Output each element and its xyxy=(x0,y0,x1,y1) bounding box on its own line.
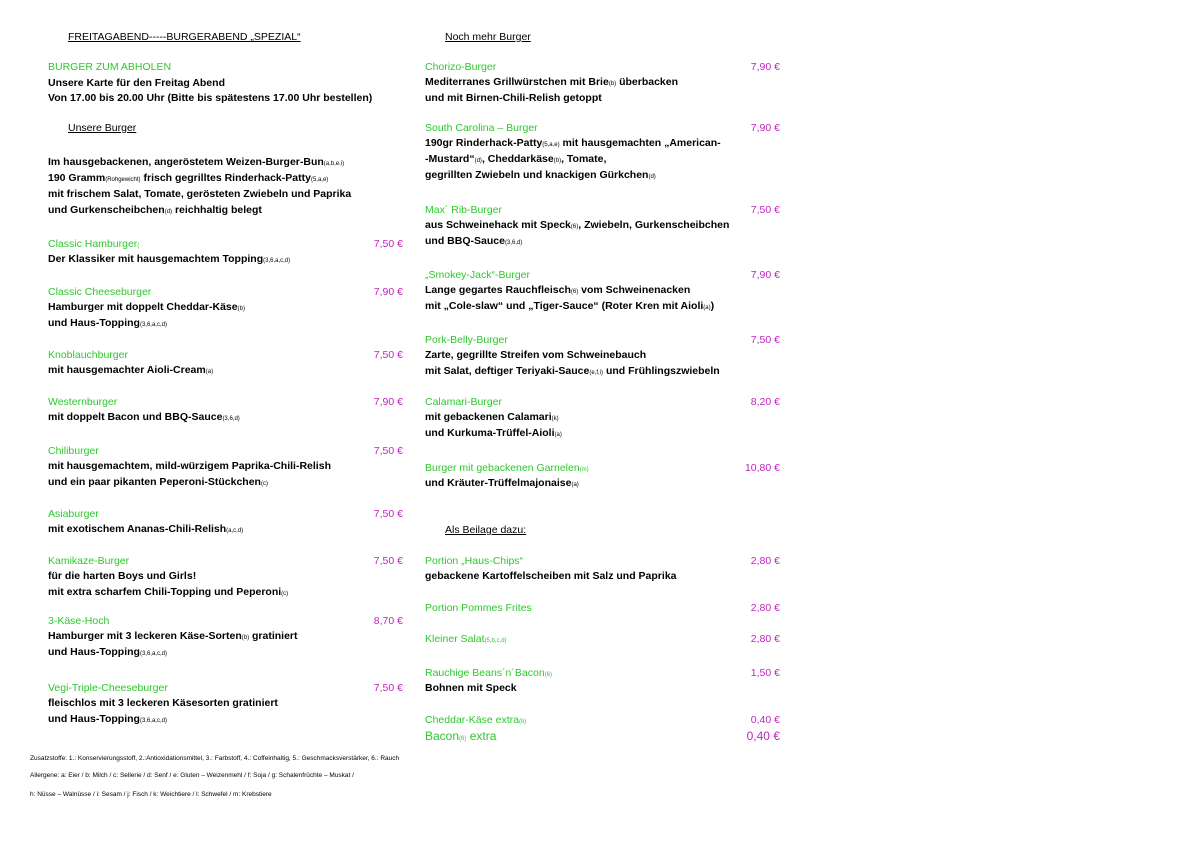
item-name-text: Westernburger xyxy=(48,396,118,408)
description-line xyxy=(425,76,678,91)
allergen-code: (b) xyxy=(608,81,617,87)
description-text: Der Klassiker mit hausgemachtem Topping xyxy=(48,253,264,265)
description-text: aus Schweinehack mit Speck xyxy=(425,219,571,231)
allergen-code: (e,f,i) xyxy=(589,370,604,376)
menu-item-name xyxy=(425,122,538,135)
description-line xyxy=(48,460,331,473)
description-text: Zarte, gegrillte Streifen vom Schweinebauch xyxy=(425,349,647,361)
menu-item-name xyxy=(48,396,117,409)
description-line xyxy=(48,156,344,171)
description-line xyxy=(48,630,298,645)
item-name-text: Chiliburger xyxy=(48,445,99,457)
description-text: , Cheddarkäse xyxy=(481,153,554,165)
description-text: vom Schweinenacken xyxy=(578,284,691,296)
footer-additives: Zusatzstoffe: 1.: Konservierungsstoff, 2.:Antioxidationsmittel, 3.: Farbstoff, 4.: Coffeinhaltig, 5.: Geschmacksverstärker, 6.: Rauch xyxy=(30,755,400,762)
description-line xyxy=(48,713,167,728)
description-text: und mit Birnen-Chili-Relish getoppt xyxy=(425,92,602,104)
description-text: mit hausgemachtem, mild-würzigem Paprika-Chili-Relish xyxy=(48,460,331,472)
description-text: reichhaltig belegt xyxy=(172,204,262,216)
menu-item-price: 2,80 € xyxy=(750,633,780,645)
description-line xyxy=(48,172,328,187)
menu-item-name xyxy=(425,462,589,477)
menu-item-name xyxy=(425,633,507,648)
allergen-code: (3,6,d) xyxy=(222,416,240,422)
description-text: , Tomate, xyxy=(561,153,607,165)
allergen-code: (b) xyxy=(237,306,245,312)
allergen-code: (c) xyxy=(260,481,268,487)
description-line xyxy=(425,570,677,583)
menu-item-name xyxy=(425,396,502,409)
intro-heading: BURGER ZUM ABHOLEN xyxy=(48,61,172,73)
item-name-text: Portion „Haus-Chips“ xyxy=(425,555,524,567)
item-name-text: Cheddar-Käse extra xyxy=(425,714,519,726)
description-line xyxy=(48,301,245,316)
description-text: , Zwiebeln, Gurkenscheibchen xyxy=(578,219,730,231)
item-name-text: Knoblauchburger xyxy=(48,349,128,361)
allergen-code: (c) xyxy=(281,591,289,597)
allergen-code: (b) xyxy=(241,635,250,641)
description-text: mit Salat, deftiger Teriyaki-Sauce xyxy=(425,365,590,377)
description-text: und BBQ-Sauce xyxy=(425,235,505,247)
item-name-text: Chorizo-Burger xyxy=(425,61,497,73)
description-line xyxy=(48,204,262,219)
description-line xyxy=(425,300,714,315)
description-line xyxy=(425,169,656,184)
description-line xyxy=(48,570,196,583)
menu-item-price: 7,90 € xyxy=(750,61,780,73)
menu-item-price: 7,90 € xyxy=(750,122,780,134)
description-line xyxy=(425,153,606,168)
description-text: gebackene Kartoffelscheiben mit Salz und Paprika xyxy=(425,570,677,582)
menu-item-price: 2,80 € xyxy=(750,602,780,614)
menu-item-name xyxy=(425,602,532,615)
allergen-code: (b) xyxy=(518,719,527,725)
description-text: und Haus-Topping xyxy=(48,646,140,658)
menu-item-name xyxy=(425,269,530,282)
intro-line-2: Von 17.00 bis 20.00 Uhr (Bitte bis spätestens 17.00 Uhr bestellen) xyxy=(48,92,373,104)
allergen-code: (a,b,e,i) xyxy=(323,161,345,167)
item-name-text: Classic Hamburger xyxy=(48,238,138,250)
allergen-code: (5,b,c,d) xyxy=(484,638,507,644)
description-text: -Mustard“ xyxy=(425,153,475,165)
description-text: Hamburger mit doppelt Cheddar-Käse xyxy=(48,301,238,313)
menu-item-price: 7,50 € xyxy=(373,445,403,457)
description-text: gegrillten Zwiebeln und knackigen Gürkchen xyxy=(425,169,649,181)
menu-item-price: 7,50 € xyxy=(750,204,780,216)
description-text: überbacken xyxy=(616,76,679,88)
description-line xyxy=(425,427,562,442)
menu-item-price: 7,50 € xyxy=(373,682,403,694)
menu-item-name xyxy=(425,204,502,217)
allergen-code: (d) xyxy=(164,209,173,215)
allergen-code: (6) xyxy=(459,736,467,742)
allergen-code: (3,6,a,c,d) xyxy=(139,322,167,328)
allergen-code: (k) xyxy=(551,416,559,422)
menu-item-name xyxy=(425,730,496,746)
description-text: und Gurkenscheibchen xyxy=(48,204,165,216)
description-line xyxy=(425,219,729,234)
item-name-text: Rauchige Beans´n´Bacon xyxy=(425,667,545,679)
description-line xyxy=(425,137,721,152)
menu-item-name xyxy=(48,349,128,362)
menu-item-price: 8,20 € xyxy=(750,396,780,408)
menu-item-name xyxy=(48,286,151,299)
menu-item-price: 10,80 € xyxy=(744,462,780,474)
footer-allergens-1: Allergene: a: Eier / b: Milch / c: Sellerie / d: Senf / e: Gluten – Weizenmehl / f: Soja / g: Schalenfrüchte – Muskat / xyxy=(30,772,354,779)
item-name-text: Calamari-Burger xyxy=(425,396,503,408)
menu-item-name xyxy=(425,555,523,568)
allergen-code: (6) xyxy=(544,672,553,678)
allergen-code: (Rohgewicht) xyxy=(105,177,141,183)
sides-title: Als Beilage dazu: xyxy=(445,524,527,536)
menu-item-price: 0,40 € xyxy=(750,714,780,726)
description-line xyxy=(48,586,288,601)
menu-item-name xyxy=(48,508,99,521)
description-text: frisch gegrilltes Rinderhack-Patty xyxy=(140,172,311,184)
description-text: mit hausgemachten „American- xyxy=(559,137,721,149)
item-name-text: Pork-Belly-Burger xyxy=(425,334,508,346)
description-text: Lange gegartes Rauchfleisch xyxy=(425,284,571,296)
item-name-text: Classic Cheeseburger xyxy=(48,286,152,298)
item-name-text: Kamikaze-Burger xyxy=(48,555,130,567)
description-text: gratiniert xyxy=(249,630,298,642)
description-line xyxy=(425,477,579,492)
description-text: und Kurkuma-Trüffel-Aioli xyxy=(425,427,555,439)
menu-item-price: 7,90 € xyxy=(373,286,403,298)
description-text: für die harten Boys und Girls! xyxy=(48,570,197,582)
item-name-text: Portion Pommes Frites xyxy=(425,602,532,614)
allergen-code: (5,a,e) xyxy=(542,142,560,148)
allergen-code: (a) xyxy=(703,305,711,311)
description-line xyxy=(48,364,213,379)
description-text: 190gr Rinderhack-Patty xyxy=(425,137,543,149)
menu-title: FREITAGABEND-----BURGERABEND „SPEZIAL“ xyxy=(68,31,301,43)
menu-item-name xyxy=(48,682,168,695)
intro-line-1: Unsere Karte für den Freitag Abend xyxy=(48,77,225,89)
description-text: mit frischem Salat, Tomate, gerösteten Zwiebeln und Paprika xyxy=(48,188,352,200)
description-text: mit exotischem Ananas-Chili-Relish xyxy=(48,523,227,535)
description-text: und Kräuter-Trüffelmajonaise xyxy=(425,477,572,489)
item-name-text: 3-Käse-Hoch xyxy=(48,615,110,627)
description-line xyxy=(48,188,351,201)
menu-item-price: 2,80 € xyxy=(750,555,780,567)
description-line xyxy=(48,317,167,332)
description-line xyxy=(425,411,559,426)
allergen-code: (d) xyxy=(648,174,656,180)
menu-item-name xyxy=(48,238,139,253)
description-line xyxy=(48,253,290,268)
footer-allergens-2: h: Nüsse – Walnüsse / i: Sesam / j: Fisch / k: Weichtiere / l: Schwefel / m: Krebstiere xyxy=(30,791,272,798)
allergen-code: (d) xyxy=(474,158,482,164)
description-text: und Haus-Topping xyxy=(48,713,140,725)
description-text: und Haus-Topping xyxy=(48,317,140,329)
description-line xyxy=(425,284,690,299)
description-line xyxy=(425,92,602,105)
item-name-text: Kleiner Salat xyxy=(425,633,485,645)
allergen-code: (b) xyxy=(553,158,562,164)
menu-item-name xyxy=(425,714,526,729)
right-column-title: Noch mehr Burger xyxy=(445,31,531,43)
description-text: mit doppelt Bacon und BBQ-Sauce xyxy=(48,411,223,423)
allergen-code: (6) xyxy=(570,224,579,230)
menu-item-name xyxy=(425,667,552,682)
menu-item-price: 1,50 € xyxy=(750,667,780,679)
menu-item-name xyxy=(425,334,508,347)
item-name-text: Burger mit gebackenen Garnelen xyxy=(425,462,580,474)
menu-item-price: 7,50 € xyxy=(373,508,403,520)
menu-item-price: 7,50 € xyxy=(750,334,780,346)
allergen-code: (m) xyxy=(579,467,589,473)
allergen-code: (6) xyxy=(570,289,579,295)
description-line xyxy=(425,682,517,695)
description-text: mit gebackenen Calamari xyxy=(425,411,552,423)
description-text: Bohnen mit Speck xyxy=(425,682,517,694)
description-text: Im hausgebackenen, angeröstetem Weizen-Burger-Bun xyxy=(48,156,324,168)
allergen-code: (3,6,d) xyxy=(504,240,523,246)
description-text: Mediterranes Grillwürstchen mit Brie xyxy=(425,76,609,88)
item-name-text: Bacon xyxy=(425,729,460,743)
description-line xyxy=(425,235,522,250)
description-text: mit hausgemachter Aioli-Cream xyxy=(48,364,206,376)
item-name-text: Asiaburger xyxy=(48,508,99,520)
menu-item-name xyxy=(48,445,99,458)
menu-item-price: 7,90 € xyxy=(373,396,403,408)
allergen-code: (a) xyxy=(554,432,562,438)
description-line xyxy=(425,349,646,362)
description-text: fleischlos mit 3 leckeren Käsesorten gratiniert xyxy=(48,697,278,709)
allergen-code: (a) xyxy=(571,482,579,488)
allergen-code: ( xyxy=(137,243,140,249)
description-line xyxy=(48,697,278,710)
description-text: 190 Gramm xyxy=(48,172,106,184)
allergen-code: (a) xyxy=(205,369,214,375)
item-name-text: South Carolina – Burger xyxy=(425,122,538,134)
menu-item-price: 7,90 € xyxy=(750,269,780,281)
menu-item-price: 7,50 € xyxy=(373,349,403,361)
description-text: Hamburger mit 3 leckeren Käse-Sorten xyxy=(48,630,242,642)
menu-item-name xyxy=(48,555,129,568)
allergen-code: (3,6,a,c,d) xyxy=(263,258,291,264)
allergen-code: (5,a,e) xyxy=(310,177,329,183)
description-text: mit „Cole-slaw“ und „Tiger-Sauce“ (Roter Kren mit Aioli xyxy=(425,300,704,312)
description-line xyxy=(425,365,720,380)
menu-item-name xyxy=(48,615,109,628)
description-line xyxy=(48,646,167,661)
item-name-text: Vegi-Triple-Cheeseburger xyxy=(48,682,168,694)
item-name-text: extra xyxy=(466,729,497,743)
description-text: und ein paar pikanten Peperoni-Stückchen xyxy=(48,476,261,488)
menu-item-name xyxy=(425,61,496,74)
description-text: ) xyxy=(710,300,715,312)
description-text: mit extra scharfem Chili-Topping und Peperoni xyxy=(48,586,282,598)
description-text: und Frühlingszwiebeln xyxy=(603,365,720,377)
menu-item-price: 8,70 € xyxy=(373,615,403,627)
menu-item-price: 7,50 € xyxy=(373,238,403,250)
allergen-code: (3,6,a,c,d) xyxy=(139,718,167,724)
item-name-text: „Smokey-Jack“-Burger xyxy=(425,269,531,281)
section-our-burgers: Unsere Burger xyxy=(68,122,137,134)
allergen-code: (a,c,d) xyxy=(226,528,244,534)
description-line xyxy=(48,523,243,538)
description-line xyxy=(48,411,240,426)
item-name-text: Max´ Rib-Burger xyxy=(425,204,503,216)
description-line xyxy=(48,476,268,491)
allergen-code: (3,6,a,c,d) xyxy=(139,651,167,657)
menu-item-price: 0,40 € xyxy=(746,729,780,743)
menu-item-price: 7,50 € xyxy=(373,555,403,567)
